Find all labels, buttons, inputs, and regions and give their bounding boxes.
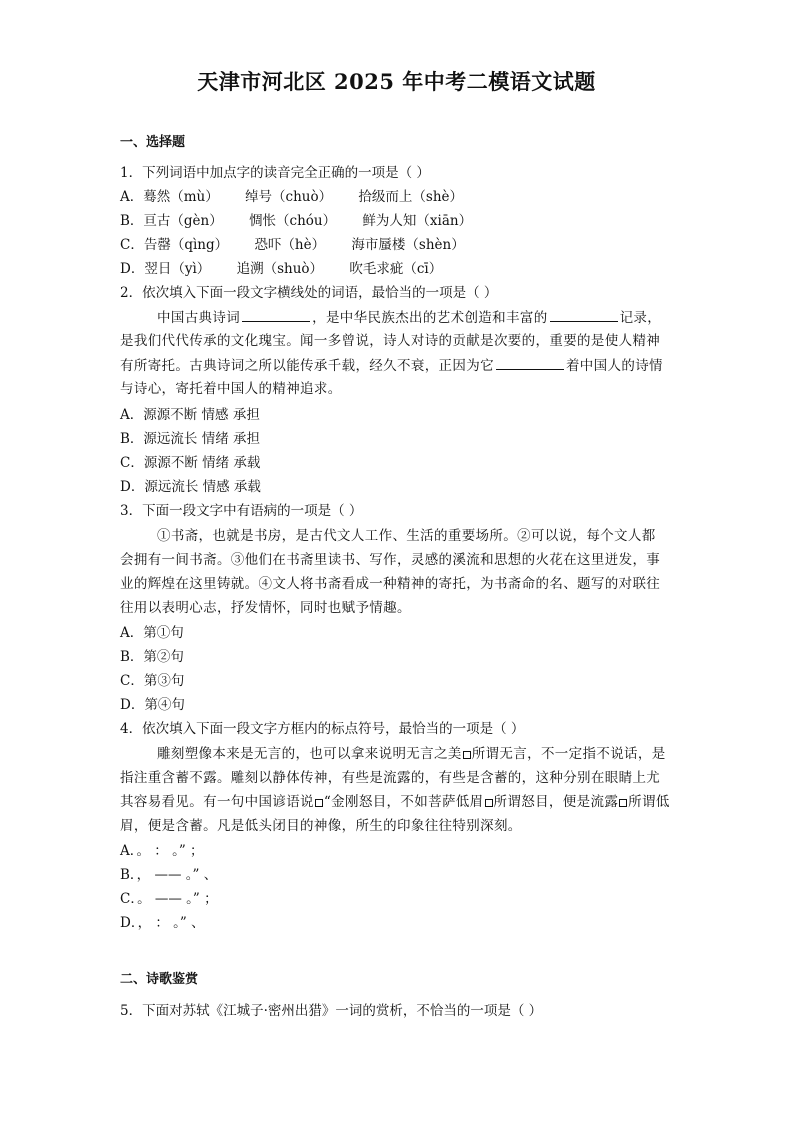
q4-box-3: [485, 799, 493, 807]
q3-option-a[interactable]: A．第①句: [120, 625, 184, 641]
q2-option-c[interactable]: C．源源不断 情绪 承载: [120, 455, 261, 471]
q4-p3a: 其容易看见。有一句中国谚语说: [120, 794, 314, 810]
q4-box-2: [315, 799, 323, 807]
q3-passage-line1: ①书斋，也就是书房，是古代文人工作、生活的重要场所。②可以说，每个文人都: [157, 528, 656, 544]
q1-option-a[interactable]: [120, 187, 463, 207]
q4-option-b[interactable]: B．， —— 。” 、: [120, 867, 218, 883]
q2-option-d[interactable]: D．源远流长 情感 承载: [120, 479, 261, 495]
q1-d-word1: D．翌日（yì）: [120, 261, 211, 277]
q4-box-4: [619, 799, 627, 807]
q4-box-1: [463, 751, 471, 759]
q2-blank-3: [496, 355, 564, 370]
q1-a-word2: 绰号（chuò）: [245, 189, 333, 205]
q3-option-b[interactable]: B．第②句: [120, 649, 184, 665]
q4-p3d: 所谓低: [628, 794, 670, 810]
q1-a-word1: A．蓦然（mù）: [120, 189, 219, 205]
q3-passage-line4: 往用以表明心志，抒发情怀，同时也赋予情趣。: [120, 600, 411, 616]
q4-p1a: 雕刻塑像本来是无言的，也可以拿来说明无言之美: [157, 746, 462, 762]
q3-option-c[interactable]: C．第③句: [120, 673, 185, 689]
q2-p3b: 着中国人的诗情: [565, 358, 663, 374]
q1-d-word2: 追溯（shuò）: [236, 261, 324, 277]
q3-stem: 3．下面一段文字中有语病的一项是（ ）: [120, 503, 363, 519]
q3-passage-line2: 会拥有一间书斋。③他们在书斋里读书、写作，灵感的溪流和思想的火花在这里迸发，事: [120, 552, 661, 568]
q4-option-a[interactable]: A．。 ： 。” ；: [120, 843, 204, 859]
q5-stem: 5．下面对苏轼《江城子·密州出猎》一词的赏析，不恰当的一项是（ ）: [120, 1003, 543, 1019]
section-heading-poetry: 二、诗歌鉴赏: [120, 972, 199, 987]
q2-option-a[interactable]: A．源源不断 情感 承担: [120, 407, 260, 423]
q1-stem: 1．下列词语中加点字的读音完全正确的一项是（ ）: [120, 165, 430, 181]
q2-option-b[interactable]: B．源远流长 情绪 承担: [120, 431, 261, 447]
q1-b-word2: 惆怅（chóu）: [249, 213, 337, 229]
q1-b-word3: 鲜为人知（xiān）: [362, 213, 473, 229]
q2-blank-2: [550, 307, 618, 322]
q4-p3c: 所谓怒目，便是流露: [493, 794, 619, 810]
q1-option-d[interactable]: [120, 259, 442, 279]
q1-c-word2: 恐吓（hè）: [254, 237, 326, 253]
q1-a-word3: 拾级而上（shè）: [358, 189, 464, 205]
q4-p3b: “金刚怒目，不如菩萨低眉: [323, 794, 484, 810]
q4-passage-line2: 指注重含蓄不露。雕刻以静体传神，有些是流露的，有些是含蓄的，这种分别在眼睛上尤: [120, 770, 661, 786]
q2-p1a: 中国古典诗词: [157, 310, 241, 326]
q2-blank-1: [242, 307, 310, 322]
q1-option-b[interactable]: [120, 211, 472, 231]
q2-p1b: ，是中华民族杰出的艺术创造和丰富的: [312, 310, 548, 326]
q2-p3a: 有所寄托。古典诗词之所以能传承千载，经久不衰，正因为它: [120, 358, 494, 374]
q4-passage-line4: 眉，便是含蓄。凡是低头闭目的神像，所生的印象往往特别深刻。: [120, 818, 522, 834]
q4-p1b: 所谓无言，不一定指不说话，是: [471, 746, 666, 762]
q3-passage-line3: 业的辉煌在这里铸就。④文人将书斋看成一种精神的寄托，为书斋命的名、题写的对联往: [120, 576, 661, 592]
q2-p1c: 记录，: [619, 310, 662, 326]
q3-option-d[interactable]: D．第④句: [120, 697, 185, 713]
q4-option-d[interactable]: D．， ： 。” 、: [120, 915, 205, 931]
page-title: 天津市河北区 2025 年中考二模语文试题: [197, 69, 596, 94]
q1-c-word1: C．告罄（qìng）: [120, 237, 229, 253]
q1-c-word3: 海市蜃楼（shèn）: [351, 237, 465, 253]
q4-option-c[interactable]: C．。 —— 。” ；: [120, 891, 218, 907]
q4-passage-line1: [157, 744, 666, 764]
q1-d-word3: 吹毛求疵（cī）: [349, 261, 443, 277]
q2-passage-line4: 与诗心，寄托着中国人的精神追求。: [120, 381, 342, 397]
section-heading-choice: 一、选择题: [120, 135, 186, 150]
q1-option-c[interactable]: [120, 235, 465, 255]
q2-stem: 2．依次填入下面一段文字横线处的词语，最恰当的一项是（ ）: [120, 285, 498, 301]
q2-passage-line2: 是我们代代传承的文化瑰宝。闻一多曾说，诗人对诗的贡献是次要的，重要的是使人精神: [120, 333, 661, 349]
q4-stem: 4．依次填入下面一段文字方框内的标点符号，最恰当的一项是（ ）: [120, 721, 525, 737]
q4-passage-line3: [120, 792, 670, 812]
q2-passage-line1: [157, 307, 661, 328]
q2-passage-line3: [120, 355, 663, 376]
q1-b-word1: B．亘古（gèn）: [120, 213, 223, 229]
